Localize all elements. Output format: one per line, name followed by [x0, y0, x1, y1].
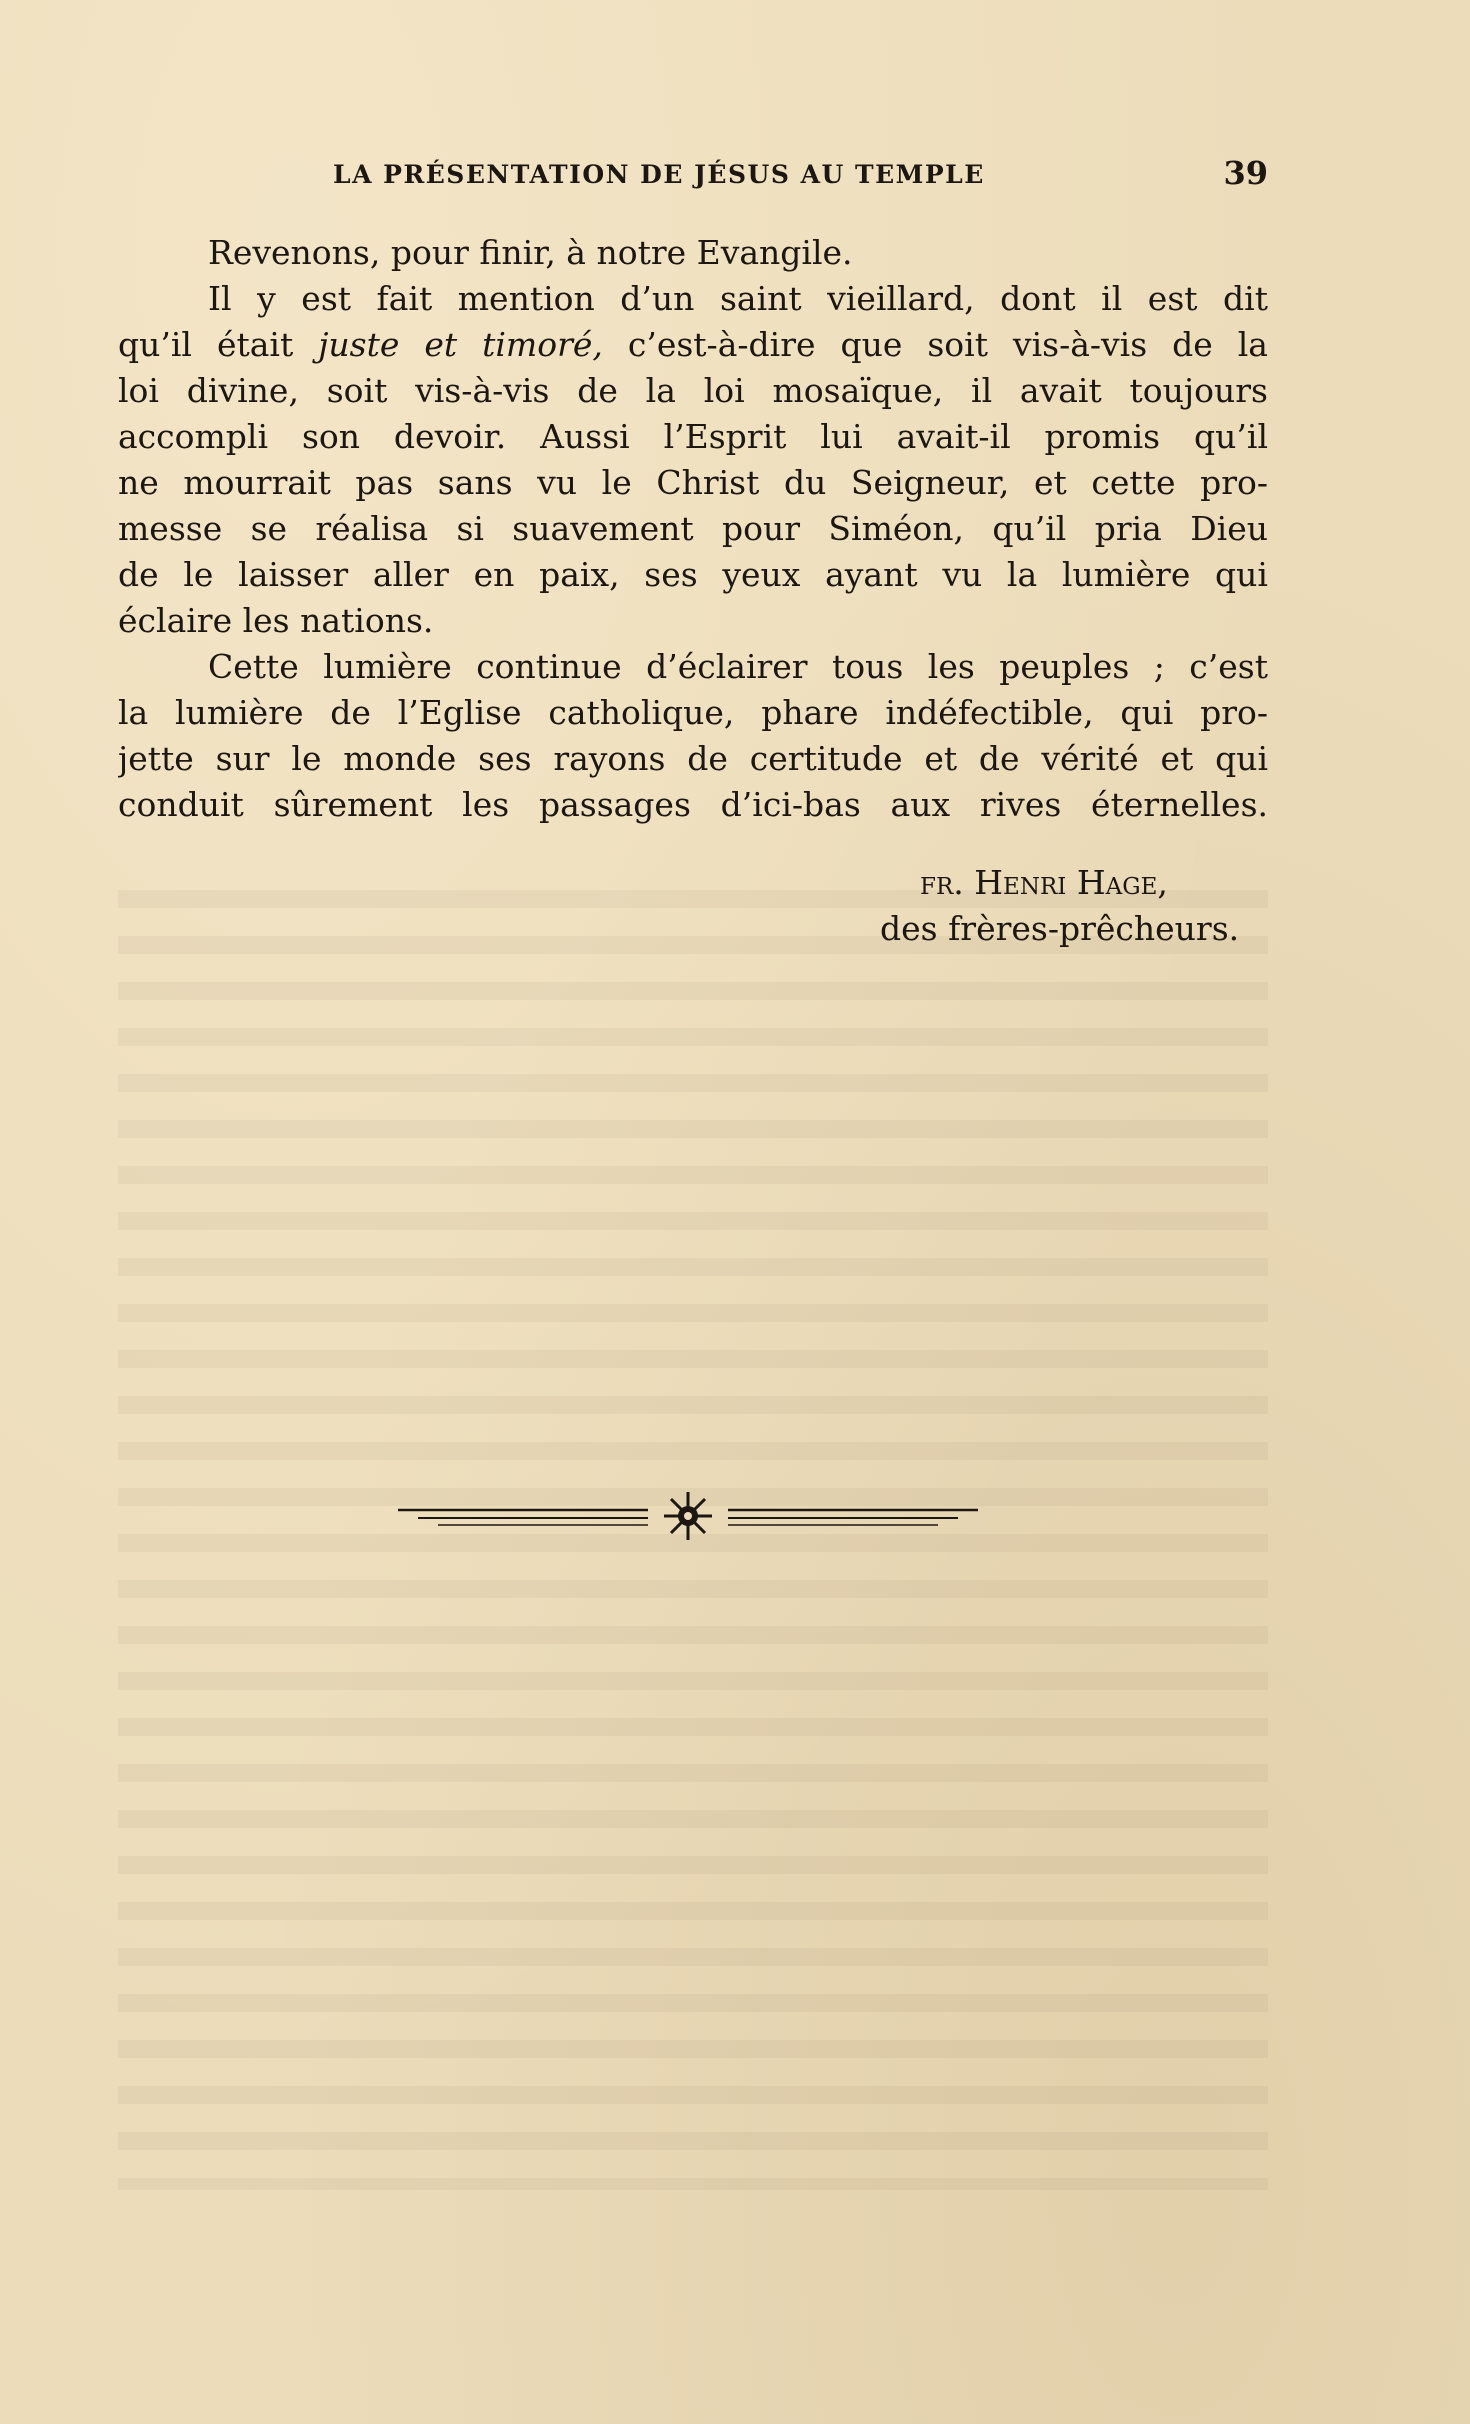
- paragraph-2-line-2-start: qu’il était: [118, 325, 319, 364]
- paragraph-2-line-4: accompli son devoir. Aussi l’Esprit lui avait-il promis qu’il: [118, 417, 1268, 456]
- paragraph-2-line-1: Il y est fait mention d’un saint vieillard, dont il est dit: [208, 279, 1268, 318]
- paragraph-2-line-5: ne mourrait pas sans vu le Christ du Seigneur, et cette pro-: [118, 463, 1268, 502]
- paragraph-2-line-3: loi divine, soit vis-à-vis de la loi mosaïque, il avait toujours: [118, 371, 1268, 410]
- paragraph-2-line-2: [118, 322, 1268, 368]
- paragraph-2-line-6: messe se réalisa si suavement pour Siméon, qu’il pria Dieu: [118, 509, 1268, 548]
- italic-phrase: juste et timoré,: [318, 325, 603, 364]
- paragraph-3-line-3: jette sur le monde ses rayons de certitude et de vérité et qui: [118, 739, 1268, 778]
- paragraph-1-line-1: Revenons, pour finir, à notre Evangile.: [208, 233, 853, 272]
- paragraph-3-line-2: la lumière de l’Eglise catholique, phare indéfectible, qui pro-: [118, 693, 1268, 732]
- page-header: [118, 154, 1268, 200]
- running-head: LA PRÉSENTATION DE JÉSUS AU TEMPLE: [333, 160, 985, 189]
- sun-star-ornament-icon: [398, 1488, 978, 1544]
- paragraph-2-line-7: de le laisser aller en paix, ses yeux ayant vu la lumière qui: [118, 555, 1268, 594]
- body-text: [118, 230, 1268, 828]
- signature-name: fr. Henri Hage,: [920, 863, 1168, 902]
- signature: [880, 860, 1239, 952]
- signature-order: des frères-prêcheurs.: [880, 909, 1240, 948]
- paragraph-3-line-4: conduit sûrement les passages d’ici-bas aux rives éternelles.: [118, 785, 1268, 824]
- paragraph-2-line-8: éclaire les nations.: [118, 601, 434, 640]
- paragraph-2-line-2-end: c’est-à-dire que soit vis-à-vis de la: [602, 325, 1268, 364]
- page-number: 39: [1223, 154, 1268, 192]
- paragraph-3-line-1: Cette lumière continue d’éclairer tous les peuples ; c’est: [208, 647, 1268, 686]
